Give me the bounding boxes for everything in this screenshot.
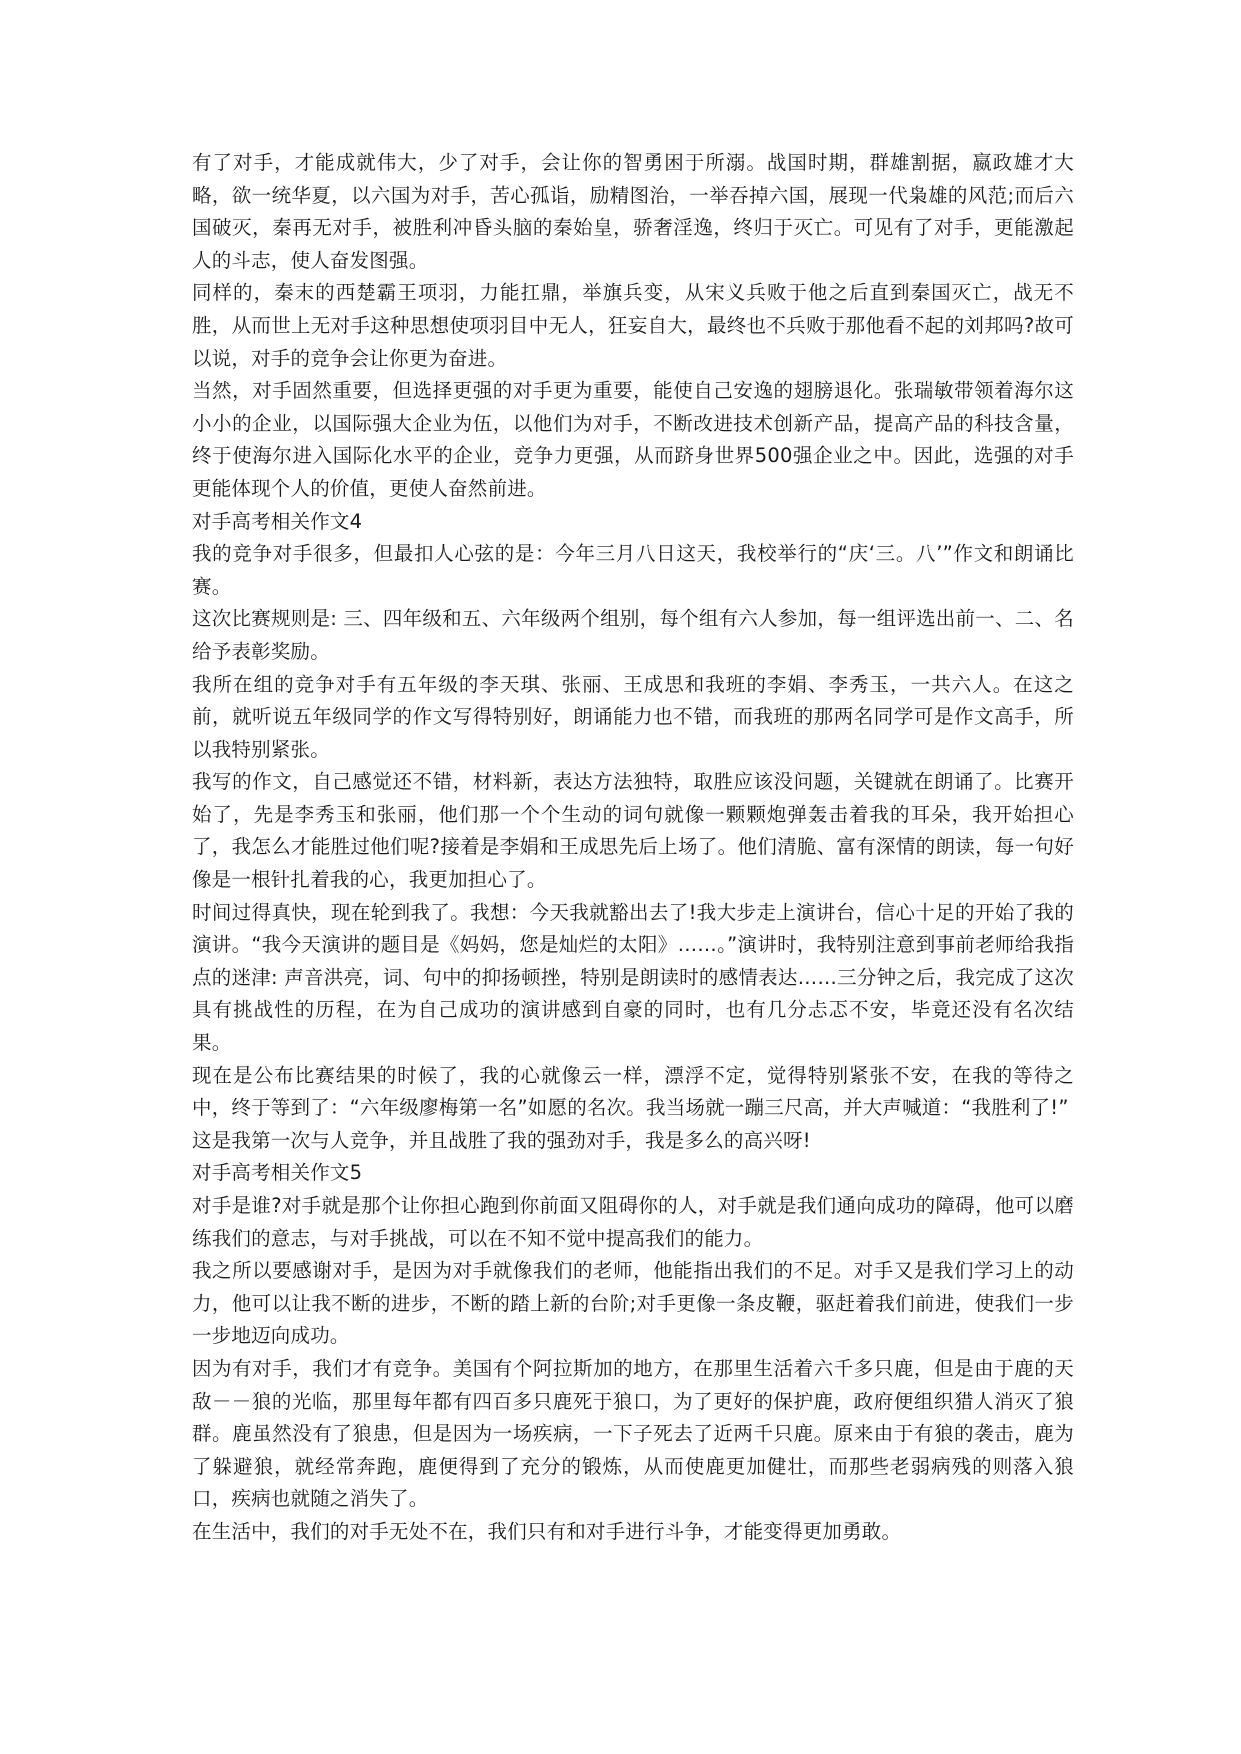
document-body (192, 147, 1074, 1549)
paragraph: 我之所以要感谢对手，是因为对手就像我们的老师，他能指出我们的不足。对手又是我们学习上的动力，他可以让我不断的进步，不断的踏上新的台阶;对手更像一条皮鞭，驱赶着我们前进，使我们一步一步地迈向成功。 (192, 1259, 1074, 1348)
paragraph: 有了对手，才能成就伟大，少了对手，会让你的智勇困于所溺。战国时期，群雄割据，嬴政雄才大略，欲一统华夏，以六国为对手，苦心孤诣，励精图治，一举吞掉六国，展现一代枭雄的风范;而后六国破灭，秦再无对手，被胜利冲昏头脑的秦始皇，骄奢淫逸，终归于灭亡。可见有了对手，更能激起人的斗志，使人奋发图强。 (192, 151, 1074, 272)
paragraph: 我的竞争对手很多，但最扣人心弦的是：今年三月八日这天，我校举行的“庆‘三。八’”作文和朗诵比赛。 (192, 542, 1074, 598)
paragraph: 这次比赛规则是: 三、四年级和五、六年级两个组别，每个组有六人参加，每一组评选出前一、二、名给予表彰奖励。 (192, 607, 1074, 663)
paragraph: 我所在组的竞争对手有五年级的李天琪、张丽、王成思和我班的李娟、李秀玉，一共六人。在这之前，就听说五年级同学的作文写得特别好，朗诵能力也不错，而我班的那两名同学可是作文高手，所以我特别紧张。 (192, 672, 1074, 761)
paragraph: 在生活中，我们的对手无处不在，我们只有和对手进行斗争，才能变得更加勇敢。 (192, 1519, 902, 1543)
paragraph: 对手是谁?对手就是那个让你担心跑到你前面又阻碍你的人，对手就是我们通向成功的障碍，他可以磨练我们的意志，与对手挑战，可以在不知不觉中提高我们的能力。 (192, 1194, 1074, 1250)
section-heading: 对手高考相关作文5 (192, 1161, 363, 1185)
paragraph: 当然，对手固然重要，但选择更强的对手更为重要，能使自己安逸的翅膀退化。张瑞敏带领着海尔这小小的企业，以国际强大企业为伍，以他们为对手，不断改进技术创新产品，提高产品的科技含量，终于使海尔进入国际化水平的企业，竞争力更强，从而跻身世界500强企业之中。因此，选强的对手更能体现个人的价值，更使人奋然前进。 (192, 379, 1074, 500)
paragraph: 现在是公布比赛结果的时候了，我的心就像云一样，漂浮不定，觉得特别紧张不安，在我的等待之中，终于等到了：“六年级廖梅第一名”如愿的名次。我当场就一蹦三尺高，并大声喊道：“我胜利了!” (192, 1063, 1074, 1120)
paragraph: 这是我第一次与人竞争，并且战胜了我的强劲对手，我是多么的高兴呀! (192, 1128, 811, 1152)
paragraph: 因为有对手，我们才有竞争。美国有个阿拉斯加的地方，在那里生活着六千多只鹿，但是由于鹿的天敌－－狼的光临，那里每年都有四百多只鹿死于狼口，为了更好的保护鹿，政府便组织猎人消灭了狼群。鹿虽然没有了狼患，但是因为一场疾病，一下子死去了近两千只鹿。原来由于有狼的袭击，鹿为了躲避狼，就经常奔跑，鹿便得到了充分的锻炼，从而使鹿更加健壮，而那些老弱病残的则落入狼口，疾病也就随之消失了。 (192, 1356, 1074, 1511)
paragraph: 时间过得真快，现在轮到我了。我想：今天我就豁出去了!我大步走上演讲台，信心十足的开始了我的演讲。“我今天演讲的题目是《妈妈，您是灿烂的太阳》……。”演讲时，我特别注意到事前老师给我指点的迷津: 声音洪亮，词、句中的抑扬顿挫，特别是朗读时的感情表达……三分钟之后，我完成了这次具有挑战性的历程，在为自己成功的演讲感到自豪的同时，也有几分忐忑不安，毕竟还没有名次结果。 (192, 900, 1074, 1055)
section-heading: 对手高考相关作文4 (192, 509, 363, 533)
paragraph: 同样的，秦末的西楚霸王项羽，力能扛鼎，举旗兵变，从宋义兵败于他之后直到秦国灭亡，战无不胜，从而世上无对手这种思想使项羽目中无人，狂妄自大，最终也不兵败于那他看不起的刘邦吗?故可以说，对手的竞争会让你更为奋进。 (192, 281, 1074, 370)
paragraph: 我写的作文，自己感觉还不错，材料新，表达方法独特，取胜应该没问题，关键就在朗诵了。比赛开始了，先是李秀玉和张丽，他们那一个个生动的词句就像一颗颗炮弹轰击着我的耳朵，我开始担心了，我怎么才能胜过他们呢?接着是李娟和王成思先后上场了。他们清脆、富有深情的朗读，每一句好像是一根针扎着我的心，我更加担心了。 (192, 770, 1074, 892)
